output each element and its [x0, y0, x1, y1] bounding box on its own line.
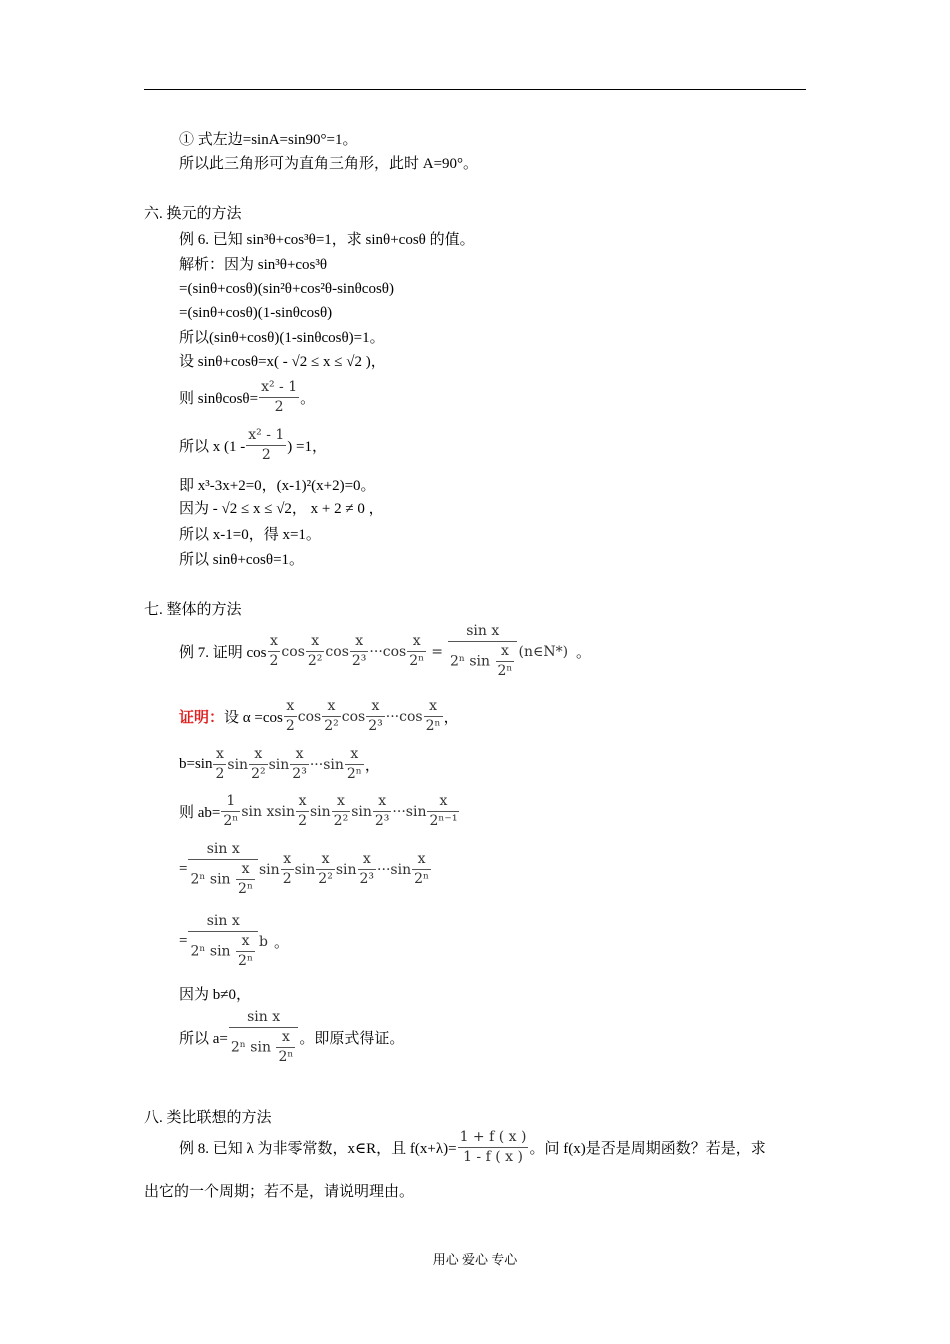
page-footer: 用心 爱心 专心 — [432, 1252, 518, 1267]
fraction: $\frac{x}{\text{2²}}$ — [333, 793, 349, 829]
text-line: 设 sinθ+cosθ=x( - √2 ≤ x ≤ √2 )， — [179, 354, 386, 370]
fraction: $\frac{x}{\text{2²}}$ — [324, 698, 339, 734]
header-rule — [144, 89, 806, 90]
fraction: $\frac{x}{\text{2ⁿ⁻¹}}$ — [429, 793, 458, 829]
text-line: 解析：因为 sin³θ+cos³θ — [179, 257, 328, 273]
text-line: 所以(sinθ+cosθ)(1-sinθcosθ)=1。 — [179, 330, 385, 346]
fraction: sin x 2ⁿ sin $\frac{x}{\text{2ⁿ}}$ — [188, 840, 258, 899]
fraction: sin x 2ⁿ sin $\frac{x}{\text{2ⁿ}}$ — [448, 622, 518, 681]
fraction: $\frac{\text{x² - 1}}{2}$ — [248, 427, 285, 463]
text-line: 所以 x-1=0，得 x=1。 — [179, 527, 321, 543]
fraction: $\frac{x}{2}$ — [285, 698, 295, 734]
example-8: 例 8. 已知 λ 为非零常数，x∈R，且 f(x+λ)= $\frac{1 + f ( x )}{1 - f ( x )}$ 。问 f(x)是否是周期函数？若是，求 — [179, 1129, 766, 1165]
fraction: sin x 2ⁿ sin $\frac{x}{\text{2ⁿ}}$ — [188, 912, 258, 971]
example-7: 例 7. 证明 cos $\frac{x}{2}$ cos $\frac{x}{\text{2²}}$ cos $\frac{x}{\text{2³}}$ ··· cos $\frac{x}{\text{2ⁿ}}$ = sin x 2ⁿ sin $\frac{x}{\text{2ⁿ}}$ (n∈N*) 。 — [179, 623, 592, 679]
proof-conclusion: 所以 a= sin x 2ⁿ sin $\frac{x}{\text{2ⁿ}}$ 。即原式得证。 — [179, 1009, 405, 1065]
fraction: $\frac{x}{\text{2²}}$ — [251, 746, 266, 782]
fraction: $\frac{x}{2}$ — [298, 793, 307, 829]
fraction: $\frac{1}{\text{2ⁿ}}$ — [223, 793, 239, 829]
fraction: $\frac{x}{\text{2³}}$ — [292, 746, 307, 782]
text-line: 即 x³-3x+2=0，(x-1)²(x+2)=0。 — [179, 478, 376, 494]
fraction: $\frac{x}{\text{2²}}$ — [318, 851, 333, 887]
formula-sincos: 则 sinθcosθ= $\frac{\text{x² - 1}}{2}$ 。 — [179, 379, 316, 415]
text-line: 所以此三角形可为直角三角形，此时 A=90°。 — [179, 156, 479, 172]
fraction: $\frac{x}{\text{2ⁿ}}$ — [346, 746, 362, 782]
fraction: $\frac{x}{\text{2³}}$ — [374, 793, 390, 829]
section-heading: 六. 换元的方法 — [144, 206, 242, 222]
proof-line-expand: = sin x 2ⁿ sin $\frac{x}{\text{2ⁿ}}$ sin $\frac{x}{2}$ sin $\frac{x}{\text{2²}}$ sin $\frac{x}{\text{2³}}$ ··· sin $\frac{x}{\text{2ⁿ}}$ — [179, 841, 430, 897]
proof-line-ab: 则 ab= $\frac{1}{\text{2ⁿ}}$ sin x sin $\frac{x}{2}$ sin $\frac{x}{\text{2²}}$ sin $\frac{x}{\text{2³}}$ ··· sin $\frac{x}{\text{2ⁿ⁻¹}}$ — [179, 793, 458, 829]
proof-line-alpha: 证明： 设 α =cos $\frac{x}{2}$ cos $\frac{x}{\text{2²}}$ cos $\frac{x}{\text{2³}}$ ··· cos $\frac{x}{\text{2ⁿ}}$ ， — [179, 698, 459, 734]
formula-x-equation: 所以 x (1 - $\frac{\text{x² - 1}}{2}$ ) =1， — [179, 427, 328, 463]
fraction: $\frac{x}{\text{2ⁿ}}$ — [425, 698, 441, 734]
fraction: $\frac{x}{\text{2ⁿ}}$ — [414, 851, 430, 887]
text-line: =(sinθ+cosθ)(sin²θ+cos²θ-sinθcosθ) — [179, 281, 394, 297]
fraction: $\frac{x}{\text{2ⁿ}}$ — [409, 633, 425, 669]
proof-line-b-result: = sin x 2ⁿ sin $\frac{x}{\text{2ⁿ}}$ b 。 — [179, 913, 289, 969]
fraction: $\frac{x}{\text{2³}}$ — [359, 851, 375, 887]
fraction: $\frac{\text{x² - 1}}{2}$ — [261, 379, 298, 415]
fraction: $\frac{x}{\text{2³}}$ — [351, 633, 367, 669]
text-line: 出它的一个周期；若不是，请说明理由。 — [144, 1184, 415, 1200]
fraction: $\frac{x}{2}$ — [282, 851, 292, 887]
fraction: $\frac{x}{2}$ — [269, 633, 279, 669]
text-line: ① 式左边=sinA=sin90°=1。 — [179, 132, 358, 148]
proof-label: 证明： — [179, 710, 225, 726]
fraction: $\frac{x}{\text{2³}}$ — [368, 698, 383, 734]
text-line: 所以 sinθ+cosθ=1。 — [179, 552, 305, 568]
fraction: $\frac{x}{\text{2²}}$ — [307, 633, 323, 669]
section-heading: 七. 整体的方法 — [144, 602, 242, 618]
text-line: =(sinθ+cosθ)(1-sinθcosθ) — [179, 305, 333, 321]
fraction: $\frac{1 + f ( x )}{1 - f ( x )}$ — [459, 1129, 527, 1165]
text-line: 因为 - √2 ≤ x ≤ √2， x + 2 ≠ 0 ， — [179, 501, 384, 517]
text-line: 因为 b≠0， — [179, 987, 251, 1003]
fraction: $\frac{x}{2}$ — [215, 746, 225, 782]
example-6: 例 6. 已知 sin³θ+cos³θ=1，求 sinθ+cosθ 的值。 — [179, 232, 475, 248]
section-heading: 八. 类比联想的方法 — [144, 1110, 272, 1126]
proof-line-b: b=sin $\frac{x}{2}$ sin $\frac{x}{\text{2²}}$ sin $\frac{x}{\text{2³}}$ ··· sin $\frac{x}{\text{2ⁿ}}$ ， — [179, 746, 380, 782]
fraction: sin x 2ⁿ sin $\frac{x}{\text{2ⁿ}}$ — [229, 1008, 299, 1067]
